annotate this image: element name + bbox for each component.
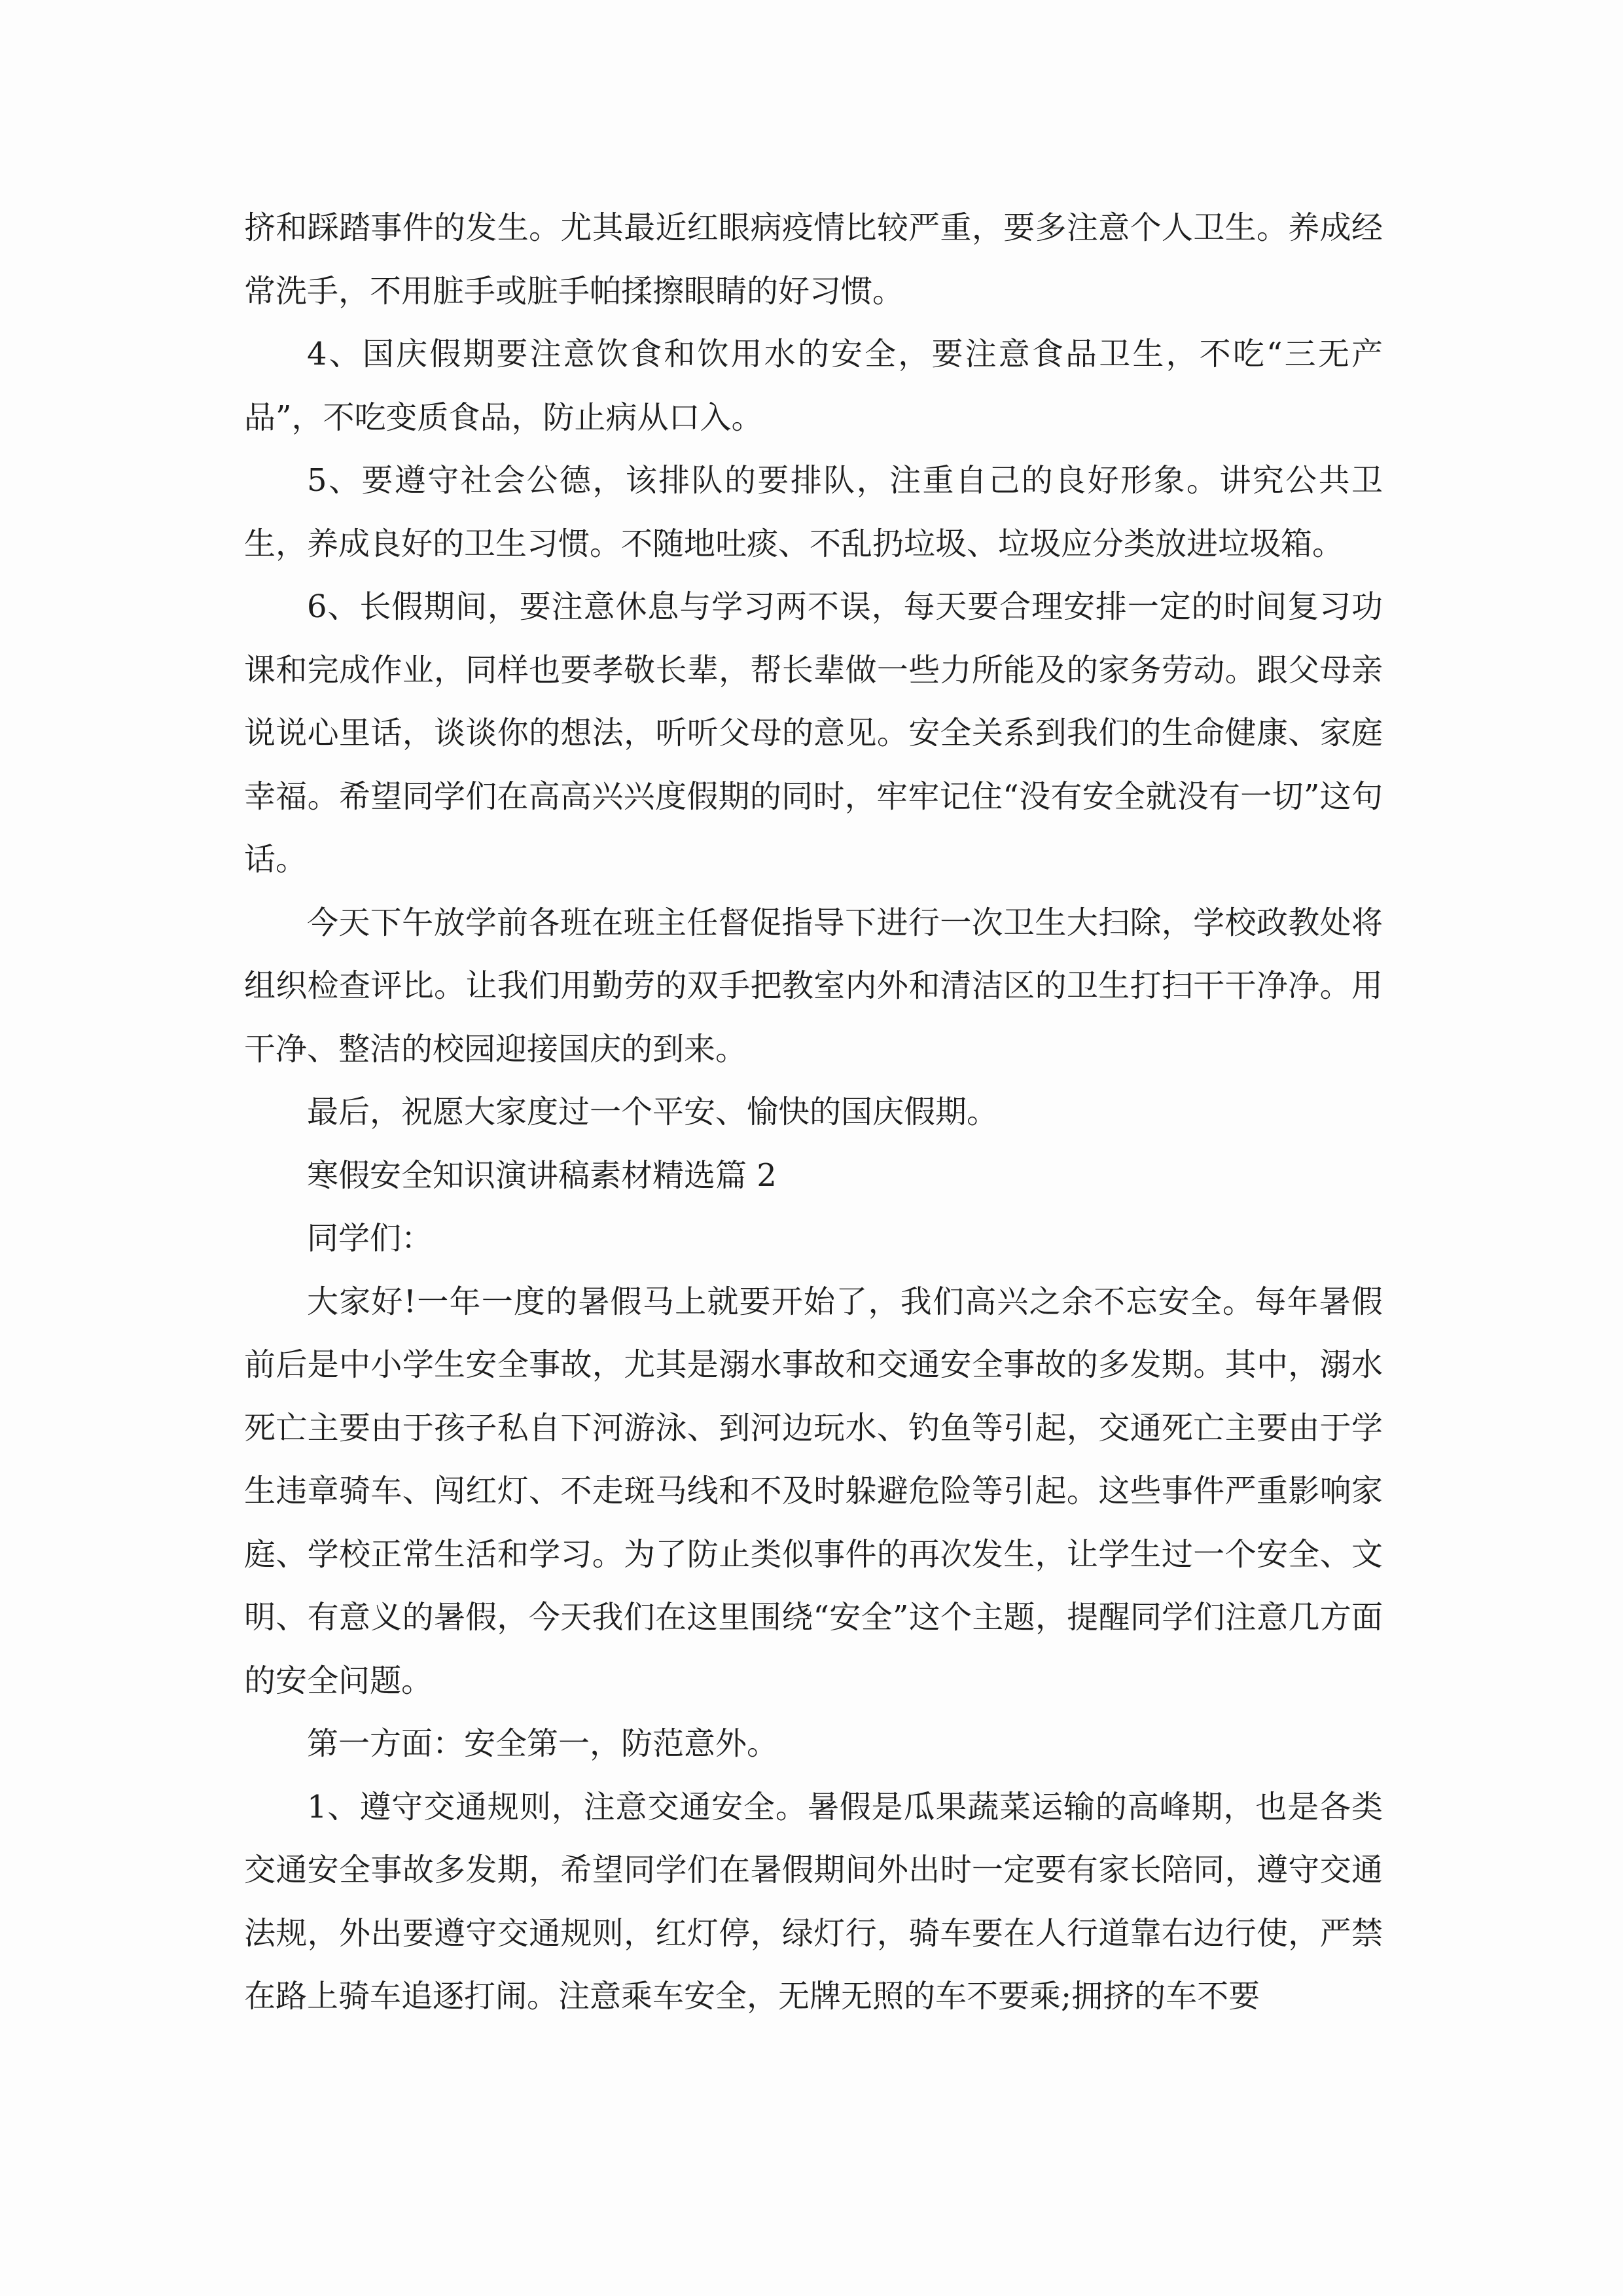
salutation: 同学们： bbox=[307, 1220, 433, 1257]
document-body bbox=[244, 196, 1383, 2028]
paragraph-continued: 挤和踩踏事件的发生。尤其最近红眼病疫情比较严重，要多注意个人卫生。养成经常洗手，不用脏手或脏手帕揉擦眼睛的好习惯。 bbox=[244, 209, 1383, 310]
paragraph-aspect-1: 第一方面：安全第一，防范意外。 bbox=[307, 1725, 779, 1762]
paragraph-intro: 大家好!一年一度的暑假马上就要开始了，我们高兴之余不忘安全。每年暑假前后是中小学生安全事故，尤其是溺水事故和交通安全事故的多发期。其中，溺水死亡主要由于孩子私自下河游泳、到河边玩水、钓鱼等引起，交通死亡主要由于学生违章骑车、闯红灯、不走斑马线和不及时躲避危险等引起。这些事件严重影响家庭、学校正常生活和学习。为了防止类似事件的再次发生，让学生过一个安全、文明、有意义的暑假，今天我们在这里围绕“安全”这个主题，提醒同学们注意几方面的安全问题。 bbox=[244, 1283, 1383, 1699]
section-heading: 寒假安全知识演讲稿素材精选篇 2 bbox=[307, 1157, 777, 1194]
paragraph-item-4: 4、国庆假期要注意饮食和饮用水的安全，要注意食品卫生，不吃“三无产品”，不吃变质食品，防止病从口入。 bbox=[244, 336, 1383, 436]
paragraph-item-6: 6、长假期间，要注意休息与学习两不误，每天要合理安排一定的时间复习功课和完成作业，同样也要孝敬长辈，帮长辈做一些力所能及的家务劳动。跟父母亲说说心里话，谈谈你的想法，听听父母的意见。安全关系到我们的生命健康、家庭幸福。希望同学们在高高兴兴度假期的同时，牢牢记住“没有安全就没有一切”这句话。 bbox=[244, 588, 1383, 878]
paragraph-cleanup: 今天下午放学前各班在班主任督促指导下进行一次卫生大扫除，学校政教处将组织检查评比。让我们用勤劳的双手把教室内外和清洁区的卫生打扫干干净净。用干净、整洁的校园迎接国庆的到来。 bbox=[244, 904, 1383, 1067]
paragraph-closing: 最后，祝愿大家度过一个平安、愉快的国庆假期。 bbox=[307, 1094, 999, 1130]
paragraph-traffic: 1、遵守交通规则，注意交通安全。暑假是瓜果蔬菜运输的高峰期，也是各类交通安全事故多发期，希望同学们在暑假期间外出时一定要有家长陪同，遵守交通法规，外出要遵守交通规则，红灯停，绿灯行，骑车要在人行道靠右边行使，严禁在路上骑车追逐打闹。注意乘车安全，无牌无照的车不要乘;拥挤的车不要 bbox=[244, 1788, 1383, 2015]
paragraph-item-5: 5、要遵守社会公德，该排队的要排队，注重自己的良好形象。讲究公共卫生，养成良好的卫生习惯。不随地吐痰、不乱扔垃圾、垃圾应分类放进垃圾箱。 bbox=[244, 462, 1383, 562]
